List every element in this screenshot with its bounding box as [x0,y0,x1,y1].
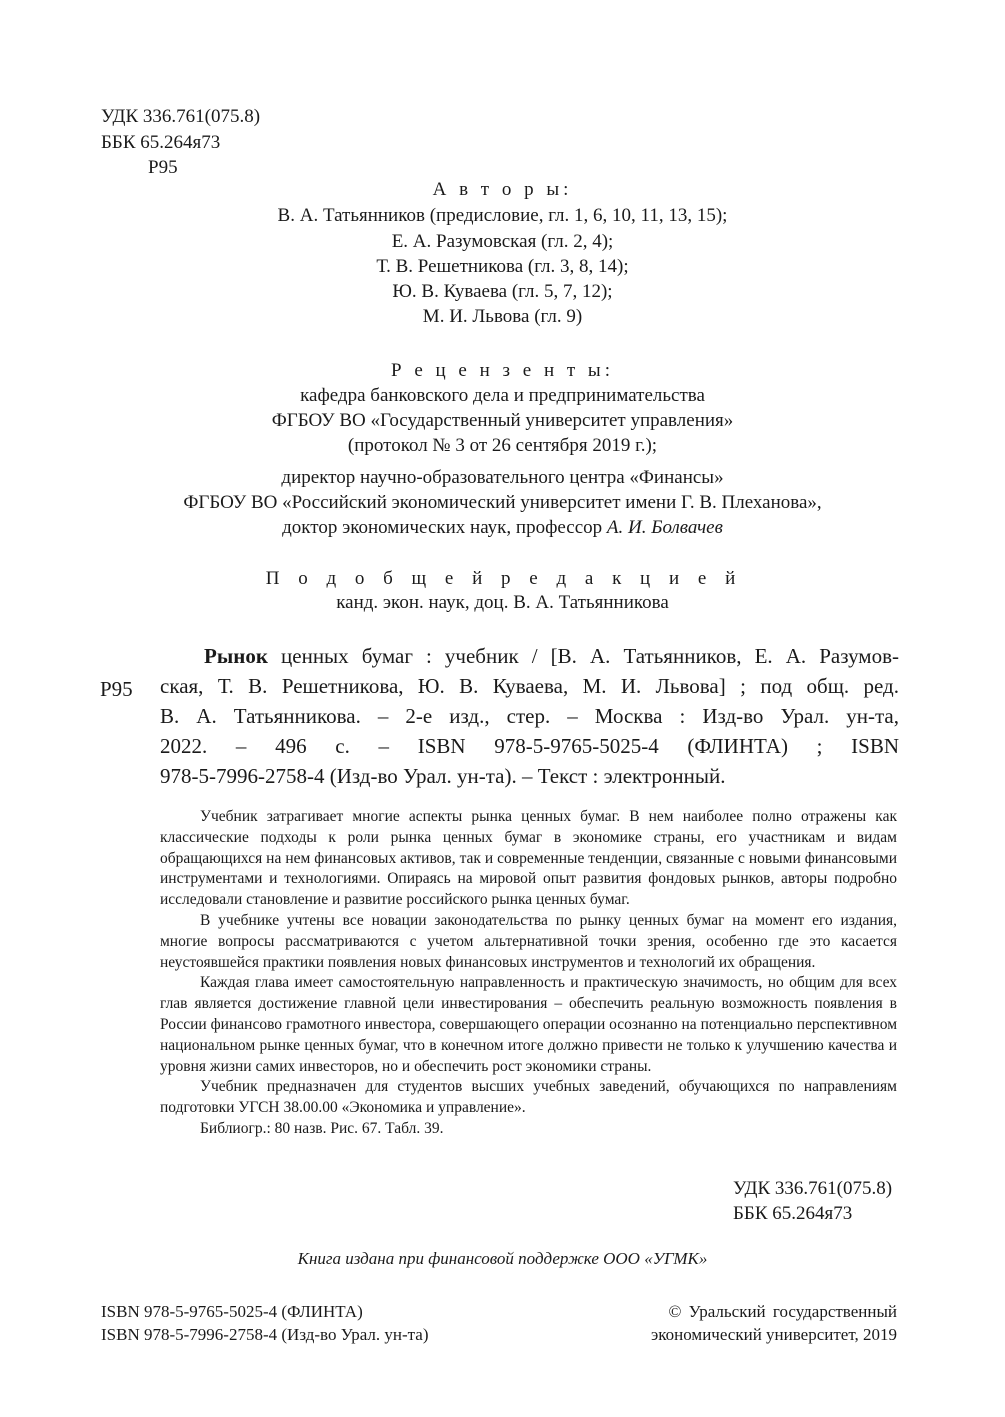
author-line: В. А. Татьянников (предисловие, гл. 1, 6, 10, 11, 13, 15); [277,205,728,226]
abstract-paragraph: Учебник предназначен для студентов высших учебных заведений, обучающихся по направлениям подготовки УГСН 38.00.00 «Экономика и управление». [160,1078,897,1117]
abstract-paragraph: Учебник затрагивает многие аспекты рынка ценных бумаг. В нем наиболее полно отражены как классические подходы к роли рынка ценных бумаг в экономике страны, его участникам и видам обращающихся на нем финансовых активов, так и современные тенденции, связанные с новыми финансовыми инструментами и технологиями. Опираясь на мировой опыт развития фондовых рынков, авторы подробно исследовали становление и развитие российского рынка ценных бумаг. [160,808,897,909]
abstract-paragraph: В учебнике учтены все новации законодательства по рынку ценных бумаг на момент его издания, многие вопросы рассматриваются с учетом альтернативной точки зрения, особенно где это касается неустоявшейся практики появления новых финансовых инструментов и технологий их обращения. [160,911,897,971]
editor-line: канд. экон. наук, доц. В. А. Татьянникова [336,592,669,613]
bibliographic-line: 2022. – 496 с. – ISBN 978-5-9765-5025-4 (ФЛИНТА) ; ISBN [160,734,899,758]
author-line: Е. А. Разумовская (гл. 2, 4); [391,231,614,252]
reviewer-line: директор научно-образовательного центра «Финансы» [281,467,724,488]
bibliographic-code: Р95 [100,677,133,701]
author-code-header: Р95 [148,157,178,178]
author-line: Т. В. Решетникова (гл. 3, 8, 14); [376,256,629,277]
editor-heading: П о д о б щ е й р е д а к ц и е й [265,568,740,589]
abstract-paragraph: Библиогр.: 80 назв. Рис. 67. Табл. 39. [200,1119,444,1137]
bbk-header: ББК 65.264я73 [101,132,221,153]
isbn-flinta: ISBN 978-5-9765-5025-4 (ФЛИНТА) [101,1302,363,1321]
bibliographic-line: 978-5-7996-2758-4 (Изд-во Урал. ун-та). – Текст : электронный. [160,764,726,788]
reviewer-line [0,515,1005,541]
udk-classification: УДК 336.761(075.8) [733,1178,893,1199]
bbk-classification: ББК 65.264я73 [733,1203,853,1224]
reviewer-line: (протокол № 3 от 26 сентября 2019 г.); [347,435,658,456]
udk-header: УДК 336.761(075.8) [101,106,261,127]
isbn-ural: ISBN 978-5-7996-2758-4 (Изд-во Урал. ун-та) [101,1325,429,1344]
bibliographic-line [160,641,899,671]
abstract [160,807,897,1140]
authors-heading: А в т о р ы: [432,179,573,200]
author-line: М. И. Львова (гл. 9) [422,306,583,327]
bibliographic-line: ская, Т. В. Решетникова, Ю. В. Куваева, М. И. Львова] ; под общ. ред. [160,674,899,698]
reviewers-heading: Р е ц е н з е н т ы: [391,360,614,381]
reviewer-line: ФГБОУ ВО «Государственный университет управления» [271,410,734,431]
author-line: Ю. В. Куваева (гл. 5, 7, 12); [392,281,613,302]
copyright-line: © Уральский государственный [668,1302,897,1321]
reviewer-line: ФГБОУ ВО «Российский экономический университет имени Г. В. Плеханова», [183,492,822,513]
copyright-line: экономический университет, 2019 [650,1325,897,1344]
book-title: Рынок [204,644,268,668]
reviewer-name: А. И. Болвачев [606,517,723,538]
bibliographic-line: В. А. Татьянникова. – 2-е изд., стер. – Москва : Изд-во Урал. ун-та, [160,704,899,728]
reviewer-title: доктор экономических наук, профессор [282,517,603,538]
bibliographic-record [160,641,899,791]
reviewer-line: кафедра банковского дела и предпринимательства [300,385,705,406]
support-note: Книга издана при финансовой поддержке ООО «УГМК» [297,1249,708,1268]
bibliographic-line-rest: ценных бумаг : учебник / [В. А. Татьянников, Е. А. Разумов- [267,644,899,668]
abstract-paragraph: Каждая глава имеет самостоятельную направленность и практическую значимость, но общим для всех глав является достижение главной цели инвестирования – обеспечить реальную возможность появления в России финансово грамотного инвестора, совершающего операции осознанно на потенциально перспективном национальном рынке ценных бумаг, что в конечном итоге должно привести не только к улучшению качества и уровня жизни самих инвесторов, но и обеспечить рост экономики страны. [160,974,897,1075]
